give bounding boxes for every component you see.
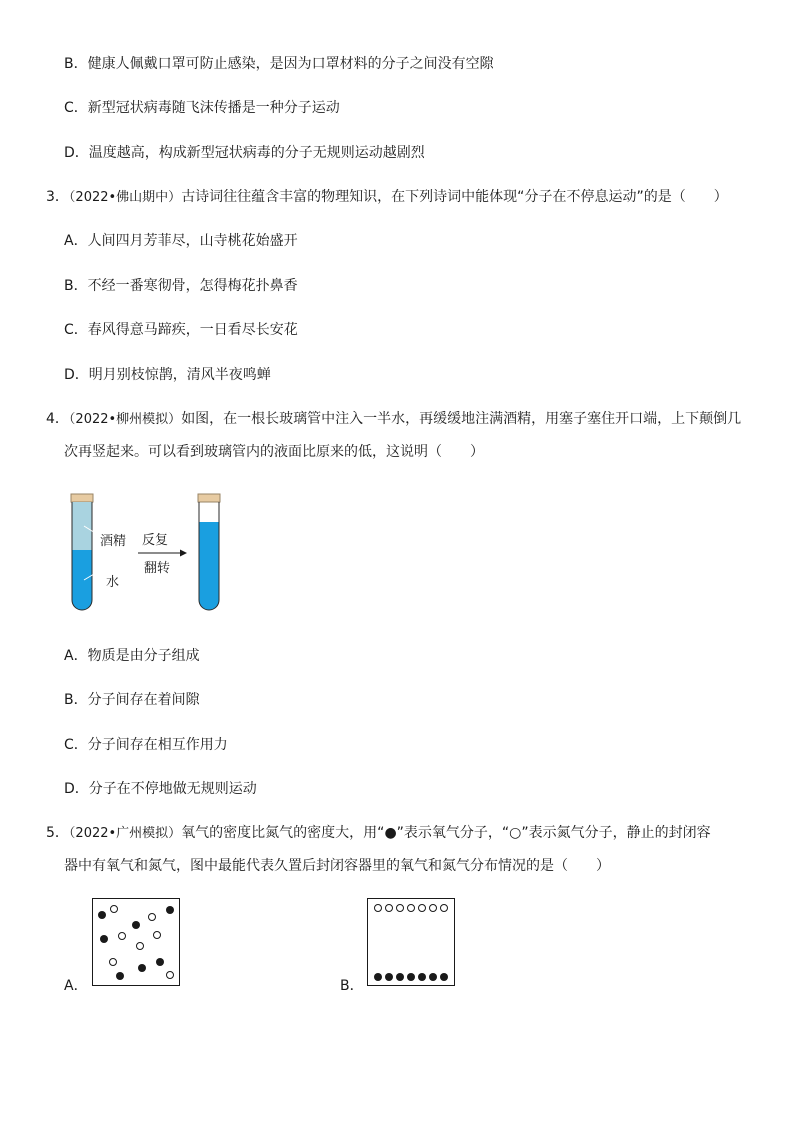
q4-option-d: D．分子在不停地做无规则运动 xyxy=(64,781,257,797)
q5-option-a-label: A． xyxy=(64,978,88,994)
left-tube-alcohol xyxy=(72,502,92,550)
q3-stem-text: 古诗词往往蕴含丰富的物理知识，在下列诗词中能体现“分子在不停息运动”的是（ ） xyxy=(181,189,728,205)
arrow-label-top: 反复 xyxy=(142,533,169,548)
q4-stem-line2: 次再竖起来。可以看到玻璃管内的液面比原来的低，这说明（ ） xyxy=(64,444,484,460)
q3-option-a: A．人间四月芳菲尽，山寺桃花始盛开 xyxy=(64,233,298,249)
right-tube-liquid xyxy=(199,522,219,610)
q3-number: 3． xyxy=(46,189,69,205)
q2-option-d: D．温度越高，构成新型冠状病毒的分子无规则运动越剧烈 xyxy=(64,145,425,161)
q4-option-c: C．分子间存在相互作用力 xyxy=(64,737,228,753)
q2-option-c: C．新型冠状病毒随飞沫传播是一种分子运动 xyxy=(64,100,340,116)
q5-source: （2022•广州模拟） xyxy=(68,826,182,841)
q5-stem-line2: 器中有氧气和氮气，图中最能代表久置后封闭容器里的氧气和氮气分布情况的是（ ） xyxy=(64,858,610,874)
q4-stem-line1 xyxy=(46,409,741,430)
arrow-label-bottom: 翻转 xyxy=(144,561,171,576)
q3-stem xyxy=(46,187,728,208)
label-alcohol: 酒精 xyxy=(100,534,127,549)
q4-option-b: B．分子间存在着间隙 xyxy=(64,692,200,708)
q5-stem-text: 氧气的密度比氮气的密度大，用“●”表示氧气分子，“○”表示氮气分子，静止的封闭容 xyxy=(181,825,711,841)
label-water: 水 xyxy=(106,575,120,590)
q5-option-b-container xyxy=(367,898,455,986)
q3-source: （2022•佛山期中） xyxy=(68,190,182,205)
q4-stem-text: 如图，在一根长玻璃管中注入一半水，再缓缓地注满酒精，用塞子塞住开口端，上下颠倒几 xyxy=(181,411,742,427)
q5-stem-line1 xyxy=(46,823,711,844)
q5-option-a-container xyxy=(92,898,180,986)
q4-tube-figure xyxy=(60,488,240,616)
q3-option-c: C．春风得意马蹄疾，一日看尽长安花 xyxy=(64,322,298,338)
q5-number: 5． xyxy=(46,825,69,841)
right-tube-stopper xyxy=(198,494,220,502)
q4-option-a: A．物质是由分子组成 xyxy=(64,648,200,664)
left-tube-stopper xyxy=(71,494,93,502)
q3-option-b: B．不经一番寒彻骨，怎得梅花扑鼻香 xyxy=(64,278,298,294)
q2-option-b: B．健康人佩戴口罩可防止感染，是因为口罩材料的分子之间没有空隙 xyxy=(64,56,494,72)
q4-source: （2022•柳州模拟） xyxy=(68,412,182,427)
left-tube-water xyxy=(72,550,92,610)
q4-number: 4． xyxy=(46,411,69,427)
q3-option-d: D．明月别枝惊鹊，清风半夜鸣蝉 xyxy=(64,367,271,383)
q5-option-b-label: B． xyxy=(340,978,364,994)
